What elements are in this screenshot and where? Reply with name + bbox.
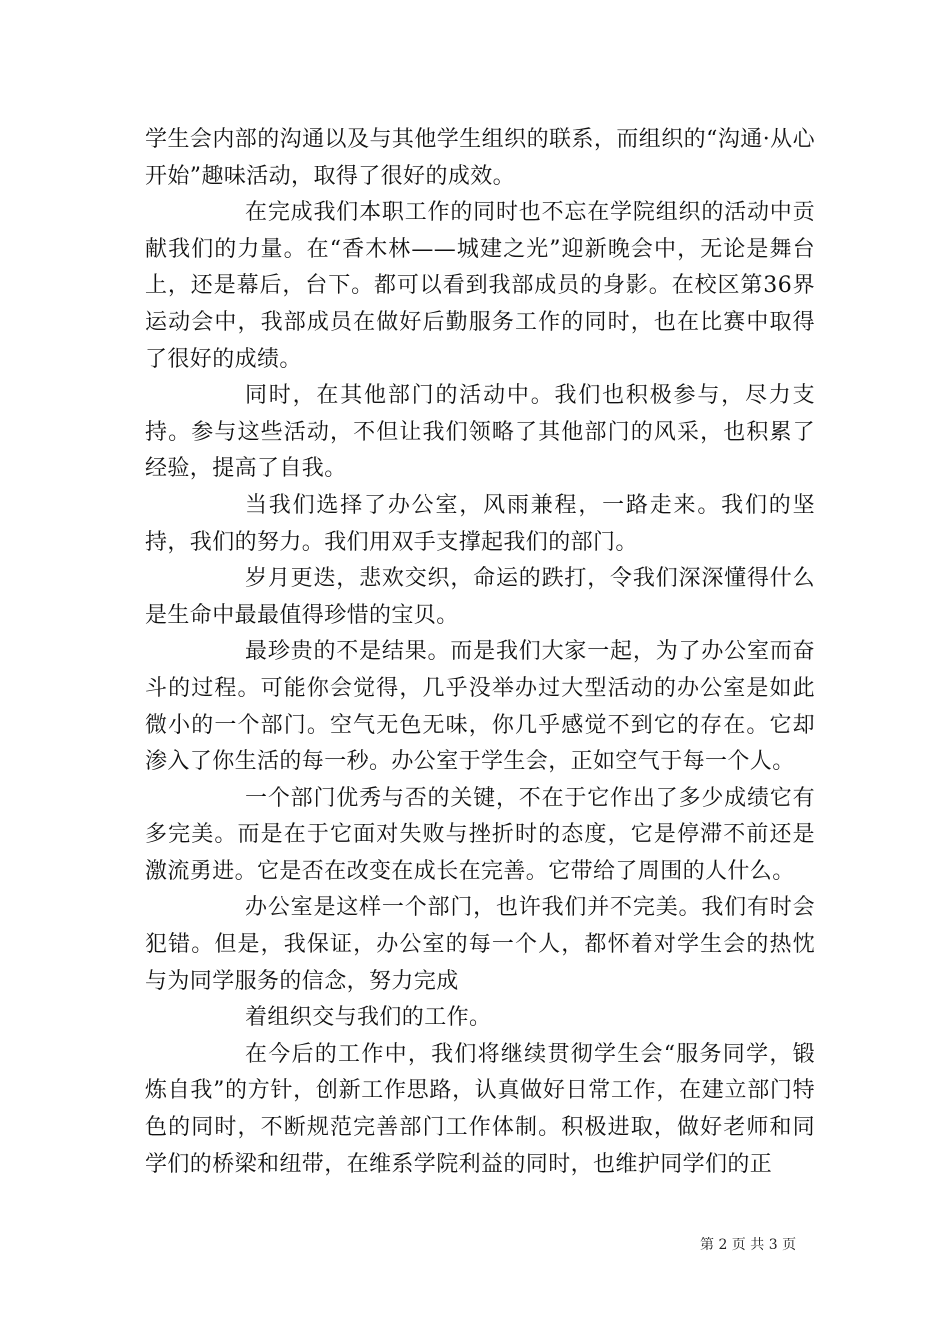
paragraph-10: 在今后的工作中，我们将继续贯彻学生会“服务同学，锻炼自我”的方针，创新工作思路，认真做好日常工作，在建立部门特色的同时，不断规范完善部门工作体制。积极进取，做好老师和同学们的桥梁和纽带，在维系学院利益的同时，也维护同学们的正	[145, 1041, 815, 1177]
paragraph-2: 在完成我们本职工作的同时也不忘在学院组织的活动中贡献我们的力量。在“香木林——城建之光”迎新晚会中，无论是舞台上，还是幕后，台下。都可以看到我部成员的身影。在校区第36界运动会中，我部成员在做好后勤服务工作的同时，也在比赛中取得了很好的成绩。	[145, 200, 815, 372]
paragraph-7: 一个部门优秀与否的关键，不在于它作出了多少成绩它有多完美。而是在于它面对失败与挫折时的态度，它是停滞不前还是激流勇进。它是否在改变在成长在完善。它带给了周围的人什么。	[145, 785, 815, 884]
paragraph-3: 同时，在其他部门的活动中。我们也积极参与，尽力支持。参与这些活动，不但让我们领略了其他部门的风采，也积累了经验，提高了自我。	[145, 383, 815, 482]
paragraph-5: 岁月更迭，悲欢交织，命运的跌打，令我们深深懂得什么是生命中最最值得珍惜的宝贝。	[145, 566, 815, 628]
paragraph-1: 学生会内部的沟通以及与其他学生组织的联系，而组织的“沟通·从心开始”趣味活动，取得了很好的成效。	[145, 127, 815, 189]
paragraph-6: 最珍贵的不是结果。而是我们大家一起，为了办公室而奋斗的过程。可能你会觉得，几乎没举办过大型活动的办公室是如此微小的一个部门。空气无色无味，你几乎感觉不到它的存在。它却渗入了你生活的每一秒。办公室于学生会，正如空气于每一个人。	[145, 639, 815, 775]
paragraph-9: 着组织交与我们的工作。	[245, 1005, 492, 1031]
paragraph-4: 当我们选择了办公室，风雨兼程，一路走来。我们的坚持，我们的努力。我们用双手支撑起我们的部门。	[145, 492, 815, 555]
document-body	[145, 122, 815, 1183]
paragraph-8: 办公室是这样一个部门，也许我们并不完美。我们有时会犯错。但是，我保证，办公室的每一个人，都怀着对学生会的热忱与为同学服务的信念，努力完成	[145, 895, 815, 994]
page-number-footer: 第 2 页 共 3 页	[700, 1237, 797, 1253]
